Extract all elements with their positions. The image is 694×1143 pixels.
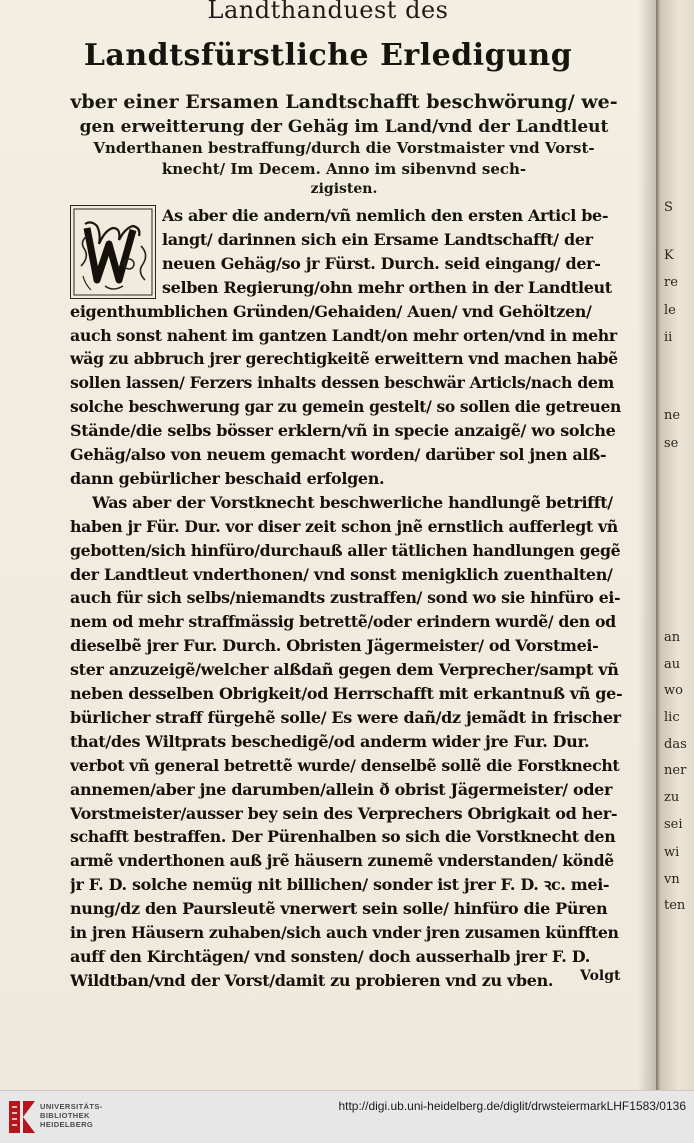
body-line: der Landtleut vnderthonen/ vnd sonst menigklich zuenthalten/: [70, 564, 613, 584]
body-line: dieselbẽ jrer Fur. Durch. Obristen Jägermeister/ od Vorstmei-: [70, 636, 599, 656]
body-line: that/des Wiltprats beschedigẽ/od anderm wider jre Fur. Dur.: [70, 731, 590, 751]
adjacent-page-fragment: ten: [664, 898, 686, 913]
body-line: ster anzuzeigẽ/welcher alßdañ gegen dem Verprecher/sampt vñ: [70, 660, 619, 680]
body-line: selben Regierung/ohn mehr orthen in der Landtleut: [162, 277, 612, 297]
heidelberg-university-library-logo-icon: [6, 1099, 38, 1135]
body-line: langt/ darinnen sich ein Ersame Landtschafft/ der: [162, 229, 593, 249]
body-line: Wildtban/vnd der Vorst/damit zu probieren vnd zu vben.: [70, 970, 554, 990]
adjacent-page-fragment: vn: [664, 872, 680, 887]
subtitle-line: zigisten.: [310, 181, 378, 197]
subtitle: [70, 88, 618, 199]
adjacent-page-fragment: lic: [664, 710, 680, 725]
subtitle-line: vber einer Ersamen Landtschafft beschwörung/ we-: [70, 91, 618, 113]
body-line: wäg zu abbruch jrer gerechtigkeitẽ erweittern vnd machen habẽ: [70, 349, 618, 369]
adjacent-page-fragment: wo: [664, 683, 683, 698]
adjacent-page-fragment: ne: [664, 408, 681, 423]
catchword: Volgt: [580, 968, 621, 984]
body-line: in jren Häusern zuhaben/sich auch vnder jren zusamen künfften: [70, 923, 619, 942]
permalink-url[interactable]: http://digi.ub.uni-heidelberg.de/diglit/drwsteiermarkLHF1583/0136: [338, 1099, 686, 1113]
body-line: As aber die andern/vñ nemlich den ersten Articl be-: [162, 206, 609, 225]
body-line: dann gebürlicher beschaid erfolgen.: [70, 468, 385, 488]
body-line: solche beschwerung gar zu gemein gestelt/ so sollen die getreuen: [70, 397, 621, 417]
body-line: neben desselben Obrigkeit/od Herrschafft mit erkantnuß vñ ge-: [70, 684, 622, 703]
adjacent-page-fragment: le: [664, 303, 676, 318]
adjacent-page-fragment: K: [664, 248, 674, 263]
body-line: Vorstmeister/ausser bey sein des Verprechers Obrigkait od her-: [70, 803, 618, 823]
body-line: jr F. D. solche nemüg nit billichen/ sonder ist jrer F. D. ꝛc. mei-: [70, 875, 610, 895]
running-head: Landthanduest des: [207, 0, 449, 24]
body-line: nem od mehr straffmässig betrettẽ/oder erindern wurdẽ/ den od: [70, 612, 616, 632]
adjacent-page-fragment: S: [664, 200, 673, 215]
body-line: schafft bestraffen. Der Pürenhalben so sich die Vorstknecht den: [70, 827, 616, 847]
viewer-footer: [0, 1090, 694, 1143]
institution-line: HEIDELBERG: [40, 1120, 94, 1129]
body-line: neuen Gehäg/so jr Fürst. Durch. seid eingang/ der-: [162, 253, 601, 273]
adjacent-page-fragment: an: [664, 630, 681, 645]
body-line: auff den Kirchtägen/ vnd sonsten/ doch ausserhalb jrer F. D.: [70, 946, 590, 966]
adjacent-page-fragment: wi: [664, 845, 680, 860]
body-line: nung/dz den Paursleutẽ vnerwert sein solle/ hinfüro die Püren: [70, 899, 608, 919]
body-line: sollen lassen/ Ferzers inhalts dessen beschwär Articls/nach dem: [70, 373, 614, 393]
adjacent-page-fragment: ii: [664, 330, 673, 345]
adjacent-page-fragment: re: [664, 275, 678, 290]
body-line: Stände/die selbs bösser erklern/vñ in specie anzaigẽ/ wo solche: [70, 421, 616, 441]
adjacent-page-fragment: zu: [664, 790, 680, 805]
institution-line: UNIVERSITÄTS-: [40, 1102, 103, 1111]
body-line: eigenthumblichen Gründen/Gehaiden/ Auen/ vnd Gehöltzen/: [70, 301, 592, 321]
adjacent-page-fragment: sei: [664, 817, 683, 832]
body-line: armẽ vnderthonen auß jrẽ häusern zunemẽ vnderstanden/ köndẽ: [70, 851, 614, 871]
ornate-initial-W-icon: [70, 205, 156, 299]
body-line: haben jr Für. Dur. vor diser zeit schon jnẽ ernstlich aufferlegt vñ: [70, 516, 618, 536]
body-line: gebotten/sich hinfüro/durchauß aller tätlichen handlungen gegẽ: [70, 540, 621, 560]
adjacent-page-fragment: au: [664, 657, 681, 672]
body-line: auch sonst nahent im gantzen Landt/on mehr orten/vnd in mehr: [70, 325, 617, 345]
subtitle-line: gen erweitterung der Gehäg im Land/vnd der Landtleut: [79, 117, 609, 137]
institution-line: BIBLIOTHEK: [40, 1111, 90, 1120]
subtitle-line: Vnderthanen bestraffung/durch die Vorstmaister vnd Vorst-: [93, 139, 595, 157]
body-line: bürlicher straff fürgehẽ solle/ Es were dañ/dz jemãdt in frischer: [70, 707, 621, 727]
adjacent-page-edge: [656, 0, 694, 1090]
body-line: annemen/aber jne darumben/allein ð obrist Jägermeister/ oder: [70, 779, 613, 799]
body-line: auch für sich selbs/niemandts zustraffen/ sond wo sie hinfüro ei-: [70, 588, 621, 608]
page-title: Landtsfürstliche Erledigung: [83, 38, 573, 73]
adjacent-page-fragment: das: [664, 737, 687, 752]
adjacent-page-fragment: ner: [664, 763, 687, 778]
institution-name: [40, 1102, 103, 1129]
subtitle-line: knecht/ Im Decem. Anno im sibenvnd sech-: [161, 160, 527, 178]
adjacent-page-fragment: se: [664, 436, 679, 451]
body-line: verbot vñ general betrettẽ wurde/ denselbẽ sollẽ die Forstknecht: [70, 755, 620, 775]
body-line: Gehäg/also von neuem gemacht worden/ darüber sol jnen alß-: [70, 445, 607, 464]
body-line: Was aber der Vorstknecht beschwerliche handlungẽ betrifft/: [92, 492, 613, 512]
